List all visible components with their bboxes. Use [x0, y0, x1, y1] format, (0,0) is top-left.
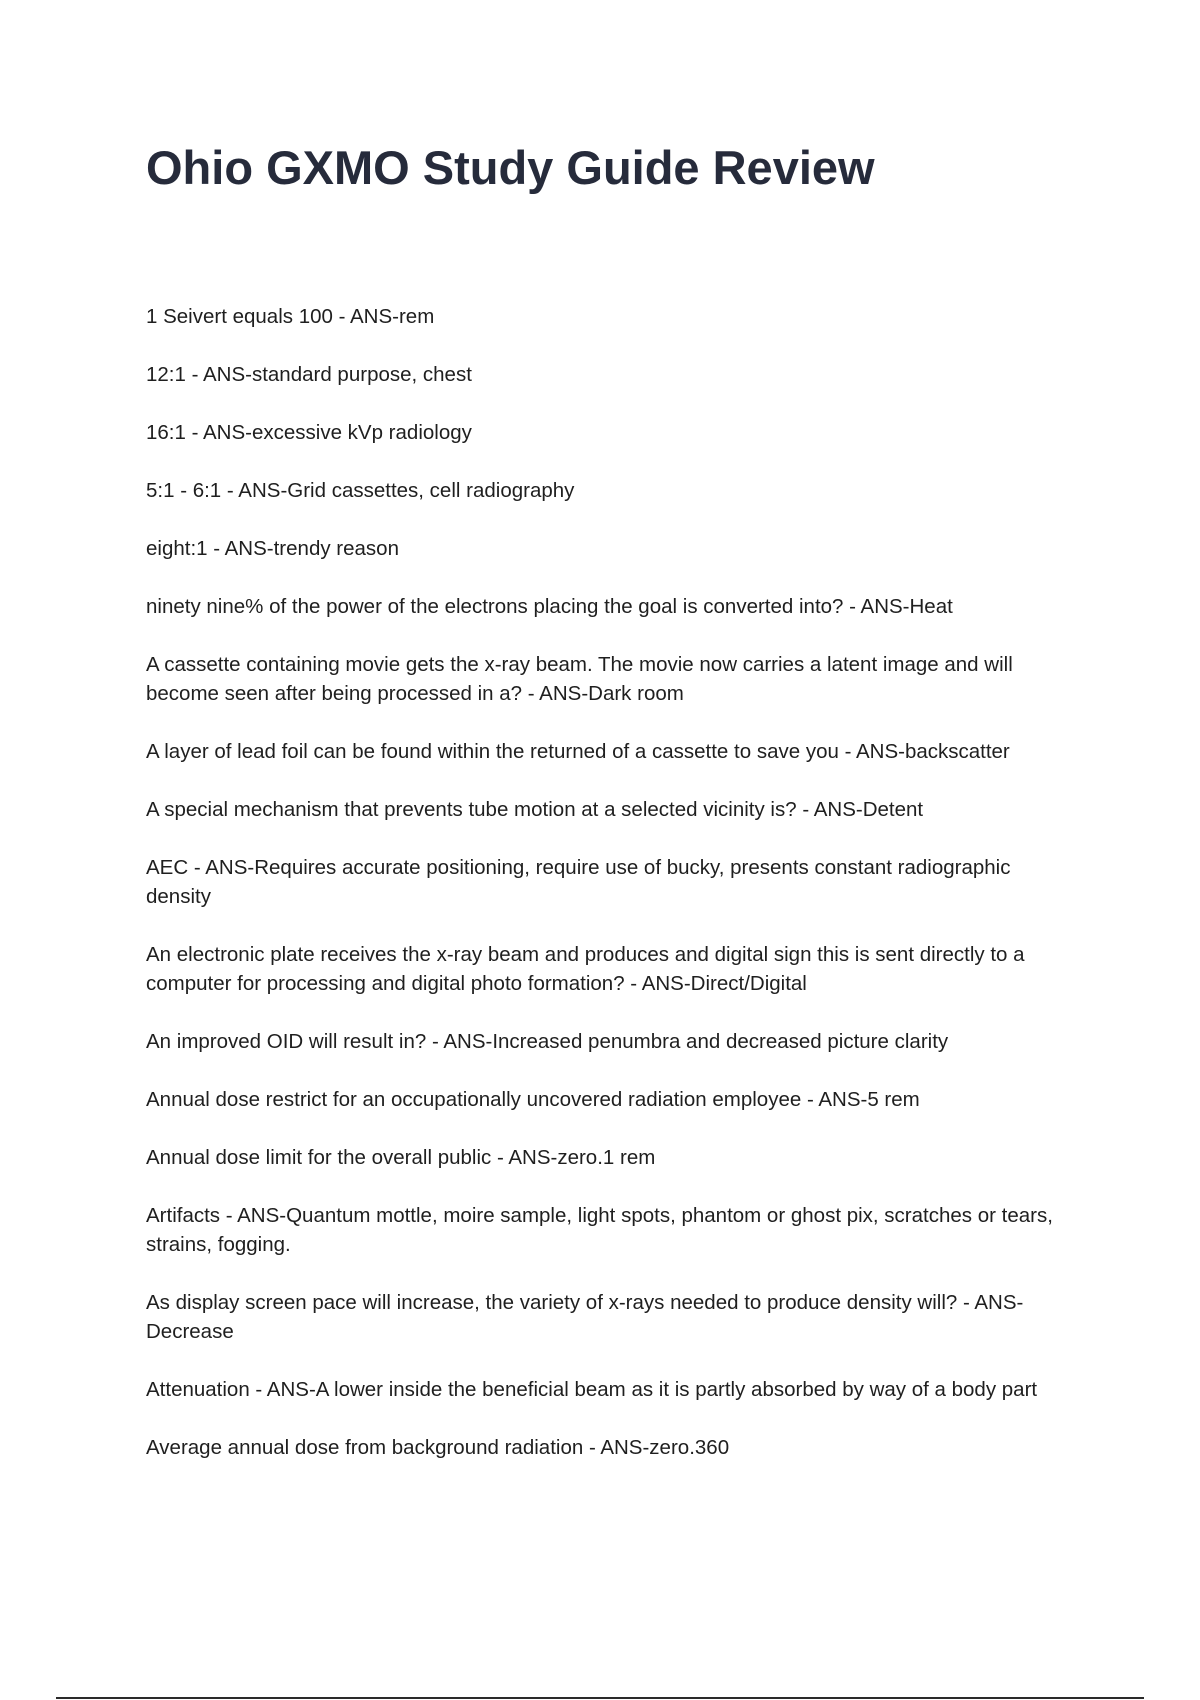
qa-item: 5:1 - 6:1 - ANS-Grid cassettes, cell radiography	[146, 479, 575, 502]
qa-item: 1 Seivert equals 100 - ANS-rem	[146, 305, 435, 328]
qa-item: An improved OID will result in? - ANS-Increased penumbra and decreased picture clarity	[146, 1030, 949, 1053]
qa-item: ninety nine% of the power of the electrons placing the goal is converted into? - ANS-Heat	[146, 595, 953, 618]
qa-item: A layer of lead foil can be found within the returned of a cassette to save you - ANS-backscatter	[146, 740, 1010, 763]
qa-item: 12:1 - ANS-standard purpose, chest	[146, 363, 472, 386]
document-title: Ohio GXMO Study Guide Review	[146, 141, 875, 194]
qa-list	[146, 302, 1066, 1491]
qa-item: A special mechanism that prevents tube motion at a selected vicinity is? - ANS-Detent	[146, 798, 924, 821]
qa-item: Artifacts - ANS-Quantum mottle, moire sample, light spots, phantom or ghost pix, scratches or tears, strains, fogging.	[146, 1204, 1053, 1256]
qa-item: AEC - ANS-Requires accurate positioning, require use of bucky, presents constant radiographic density	[146, 856, 1011, 908]
qa-item: Annual dose limit for the overall public - ANS-zero.1 rem	[146, 1146, 656, 1169]
qa-item: As display screen pace will increase, the variety of x-rays needed to produce density will? - ANS-Decrease	[146, 1291, 1024, 1343]
qa-item: A cassette containing movie gets the x-ray beam. The movie now carries a latent image and will become seen after being processed in a? - ANS-Dark room	[146, 653, 1013, 705]
qa-item: Average annual dose from background radiation - ANS-zero.360	[146, 1436, 730, 1459]
footer-divider	[56, 1697, 1144, 1699]
qa-item: Annual dose restrict for an occupationally uncovered radiation employee - ANS-5 rem	[146, 1088, 920, 1111]
qa-item: 16:1 - ANS-excessive kVp radiology	[146, 421, 472, 444]
qa-item: An electronic plate receives the x-ray beam and produces and digital sign this is sent directly to a computer for processing and digital photo formation? - ANS-Direct/Digital	[146, 943, 1025, 995]
qa-item: Attenuation - ANS-A lower inside the beneficial beam as it is partly absorbed by way of a body part	[146, 1378, 1038, 1401]
qa-item: eight:1 - ANS-trendy reason	[146, 537, 399, 560]
